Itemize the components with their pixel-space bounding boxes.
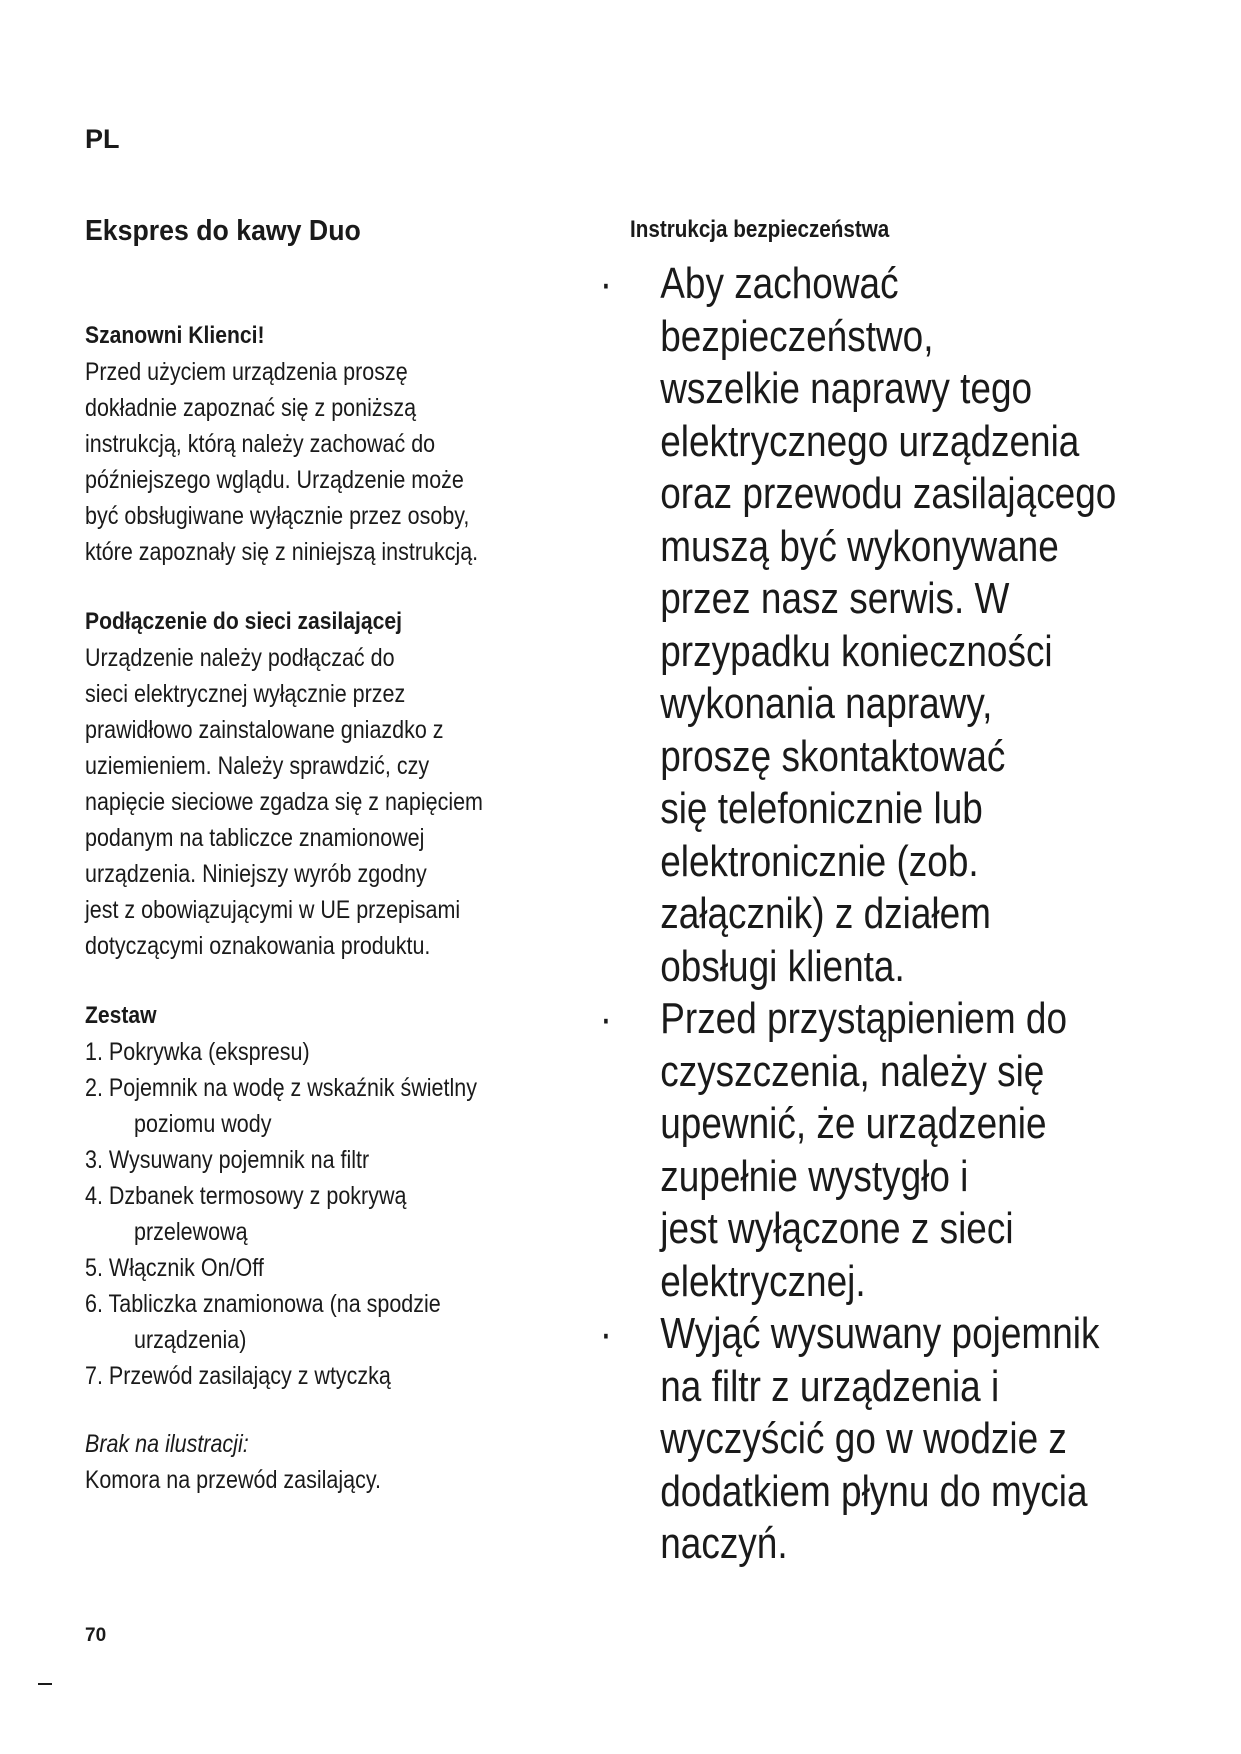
not-shown-section [85, 1426, 605, 1498]
page-number: 70 [85, 1625, 107, 1646]
list-item: 7. Przewód zasilający z wtyczką [85, 1361, 391, 1390]
safety-line: · Przed przystąpieniem do [630, 993, 1126, 1046]
power-heading: Podłączenie do sieci zasilającej [85, 607, 402, 635]
left-column [85, 214, 605, 1498]
safety-line: jest wyłączone z sieci [660, 1204, 1014, 1253]
set-heading: Zestaw [85, 1001, 157, 1029]
greeting-line: które zapoznały się z niniejszą instrukcją. [85, 537, 479, 566]
greeting-line: instrukcją, którą należy zachować do [85, 429, 436, 458]
bullet-dot: · [599, 259, 613, 308]
document-title: Ekspres do kawy Duo [85, 215, 361, 247]
power-line: podanym na tabliczce znamionowej [85, 823, 425, 852]
safety-line: wykonania naprawy, [660, 679, 993, 728]
power-line: napięcie sieciowe zgadza się z napięciem [85, 787, 483, 816]
list-item-continuation: urządzenia) [134, 1325, 247, 1354]
set-section [85, 998, 605, 1394]
safety-line: naczyń. [660, 1519, 788, 1568]
bullet-dot: · [599, 1309, 613, 1358]
list-item-continuation: poziomu wody [134, 1109, 272, 1138]
safety-line: bezpieczeństwo, [660, 311, 934, 361]
safety-line: obsługi klienta. [660, 941, 905, 991]
power-line: dotyczącymi oznakowania produktu. [85, 931, 431, 960]
greeting-line: być obsługiwane wyłącznie przez osoby, [85, 501, 470, 530]
power-section [85, 604, 605, 964]
not-shown-text: Komora na przewód zasilający. [85, 1465, 381, 1494]
greeting-line: dokładnie zapoznać się z poniższą [85, 393, 417, 422]
list-item: 4. Dzbanek termosowy z pokrywą [85, 1181, 407, 1210]
safety-line: czyszczenia, należy się [660, 1046, 1045, 1096]
safety-line: zupełnie wystygło i [660, 1151, 969, 1201]
list-item: 5. Włącznik On/Off [85, 1253, 264, 1282]
safety-line: elektronicznie (zob. [660, 836, 979, 886]
safety-line: wszelkie naprawy tego [660, 364, 1033, 413]
list-item: 6. Tabliczka znamionowa (na spodzie [85, 1289, 441, 1318]
list-item: 3. Wysuwany pojemnik na filtr [85, 1145, 370, 1174]
power-line: sieci elektrycznej wyłącznie przez [85, 679, 406, 708]
safety-line: oraz przewodu zasilającego [660, 469, 1117, 518]
safety-line: przez nasz serwis. W [660, 574, 1010, 623]
greeting-line: późniejszego wglądu. Urządzenie może [85, 465, 464, 494]
greeting-section [85, 318, 605, 570]
power-line: prawidłowo zainstalowane gniazdko z [85, 715, 444, 744]
safety-heading: Instrukcja bezpieczeństwa [630, 216, 890, 243]
corner-mark [38, 1683, 52, 1685]
power-line: uziemieniem. Należy sprawdzić, czy [85, 751, 430, 780]
safety-line: · Wyjąć wysuwany pojemnik [630, 1308, 1126, 1361]
list-item-continuation: przelewową [134, 1217, 248, 1246]
power-line: jest z obowiązującymi w UE przepisami [85, 895, 461, 924]
safety-line: na filtr z urządzenia i [660, 1361, 1000, 1411]
safety-line: załącznik) z działem [660, 889, 991, 938]
power-line: urządzenia. Niniejszy wyrób zgodny [85, 859, 427, 888]
safety-line: wyczyścić go w wodzie z [660, 1414, 1067, 1463]
list-item: 1. Pokrywka (ekspresu) [85, 1037, 310, 1066]
greeting-heading: Szanowni Klienci! [85, 321, 265, 349]
safety-line: elektrycznego urządzenia [660, 416, 1080, 466]
safety-bullet [599, 258, 1220, 993]
safety-line: się telefonicznie lub [660, 784, 983, 833]
right-column [599, 216, 1220, 1571]
safety-line: przypadku konieczności [660, 626, 1053, 676]
safety-bullet [599, 993, 1220, 1308]
not-shown-label: Brak na ilustracji: [85, 1429, 249, 1458]
language-code: PL [85, 124, 120, 154]
safety-line: elektrycznej. [660, 1256, 866, 1306]
safety-line: dodatkiem płynu do mycia [660, 1466, 1088, 1516]
greeting-line: Przed użyciem urządzenia proszę [85, 357, 408, 386]
power-line: Urządzenie należy podłączać do [85, 643, 395, 672]
safety-bullet [599, 1308, 1220, 1571]
safety-line: proszę skontaktować [660, 731, 1006, 781]
safety-line: muszą być wykonywane [660, 521, 1059, 571]
bullet-dot: · [599, 994, 613, 1043]
safety-line: upewnić, że urządzenie [660, 1099, 1047, 1148]
list-item: 2. Pojemnik na wodę z wskaźnik świetlny [85, 1073, 477, 1102]
safety-line: · Aby zachować [630, 258, 1126, 311]
